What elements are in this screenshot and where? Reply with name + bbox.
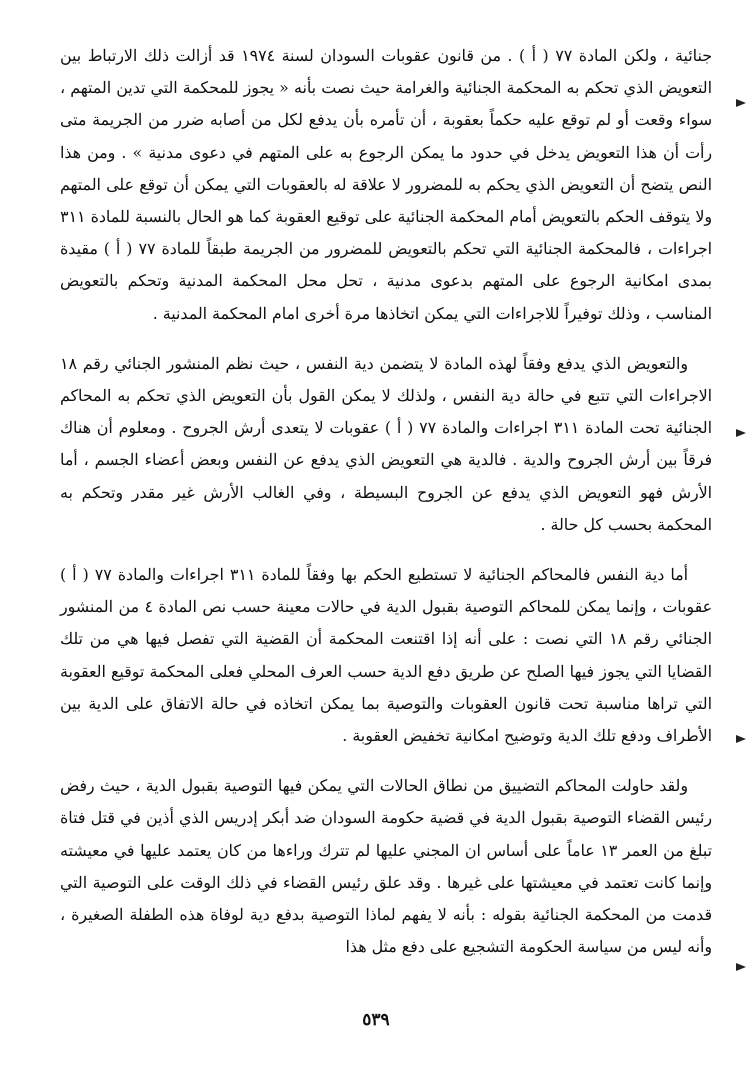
paragraph-2: والتعويض الذي يدفع وفقاً لهذه المادة لا يتضمن دية النفس ، حيث نظم المنشور الجنائي رقم ١٨ الاجراءات التي تتبع في حالة دية النفس ، ولذلك لا يمكن القول بأن التعويض الذي تحكم به المحاكم الجنائية تحت المادة ٣١١ اجراءات والمادة ٧٧ ( أ ) عقوبات لا يتعدى أرش الجروح . ومعلوم أن هناك فرقاً بين أرش الجروح والدية . فالدية هي التعويض الذي يدفع عن النفس وبعض أعضاء الجسم ، أما الأرش فهو التعويض الذي يدفع عن الجروح البسيطة ، وفي الغالب الأرش غير مقدر وتحكم به المحكمة بحسب كل حالة . (60, 353, 712, 534)
margin-mark-icon (734, 96, 748, 110)
margin-mark-icon (734, 732, 748, 746)
page-number: ٥٣٩ (362, 1010, 390, 1030)
page-body (60, 40, 712, 981)
paragraph-3: أما دية النفس فالمحاكم الجنائية لا تستطيع الحكم بها وفقاً للمادة ٣١١ اجراءات والمادة ٧٧ ( أ ) عقوبات ، وإنما يمكن للمحاكم التوصية بقبول الدية في حالات معينة حسب نص المادة ٤ من المنشور الجنائي رقم ١٨ التي نصت : على أنه إذا اقتنعت المحكمة أن القضية التي تفصل فيها هي من تلك القضايا التي يجوز فيها الصلح عن طريق دفع الدية حسب العرف المحلي فعلى المحكمة توقيع العقوبة التي تراها مناسبة تحت قانون العقوبات والتوصية بما يمكن اتخاذه في حالة الاتفاق على الدية بين الأطراف ودفع تلك الدية وتوضيح امكانية تخفيض العقوبة . (60, 565, 713, 746)
paragraph-1: جنائية ، ولكن المادة ٧٧ ( أ ) . من قانون عقوبات السودان لسنة ١٩٧٤ قد أزالت ذلك الارتباط بين التعويض الذي تحكم به المحكمة الجنائية والغرامة حيث نصت بأنه « يجوز للمحكمة التي تدين المتهم ، سواء وقعت أو لم توقع عليه حكماً بعقوبة ، أن تأمره بأن يدفع لكل من أصابه ضرر من الجريمة متى رأت أن هذا التعويض يدخل في حدود ما يمكن الرجوع به على المتهم في دعوى مدنية » . ومن هذا النص يتضح أن التعويض الذي يحكم به للمضرور لا علاقة له بالعقوبات التي يمكن أن توقع على المتهم ولا يتوقف الحكم بالتعويض أمام المحكمة الجنائية على توقيع العقوبة كما هو الحال بالنسبة للمادة ٣١١ اجراءات ، فالمحكمة الجنائية التي تحكم بالتعويض للمضرور من الجريمة طبقاً للمادة ٧٧ ( أ ) مقيدة بمدى امكانية الرجوع على المتهم بدعوى مدنية ، تحل محل المحكمة المدنية وتحكم بالتعويض المناسب ، وذلك توفيراً للاجراءات التي يمكن اتخاذها مرة أخرى امام المحكمة المدنية . (60, 46, 712, 323)
margin-mark-icon (734, 960, 748, 974)
margin-mark-icon (734, 426, 748, 440)
paragraph-4: ولقد حاولت المحاكم التضييق من نطاق الحالات التي يمكن فيها التوصية بقبول الدية ، حيث رفض رئيس القضاء التوصية بقبول الدية في قضية حكومة السودان ضد أبكر إدريس الذي أذين في قتل فتاة تبلغ من العمر ١٣ عاماً على أساس ان المجني عليها لم تترك وراءها من كان يعتمد عليها في معيشته وإنما كانت تعتمد في معيشتها على غيرها . وقد علق رئيس القضاء في ذلك الوقت على التوصية التي قدمت من المحكمة الجنائية بقوله : بأنه لا يفهم لماذا التوصية بدفع دية لوفاة هذه الطفلة الصغيرة ، وأنه ليس من سياسة الحكومة التشجيع على دفع مثل هذا (60, 776, 712, 957)
